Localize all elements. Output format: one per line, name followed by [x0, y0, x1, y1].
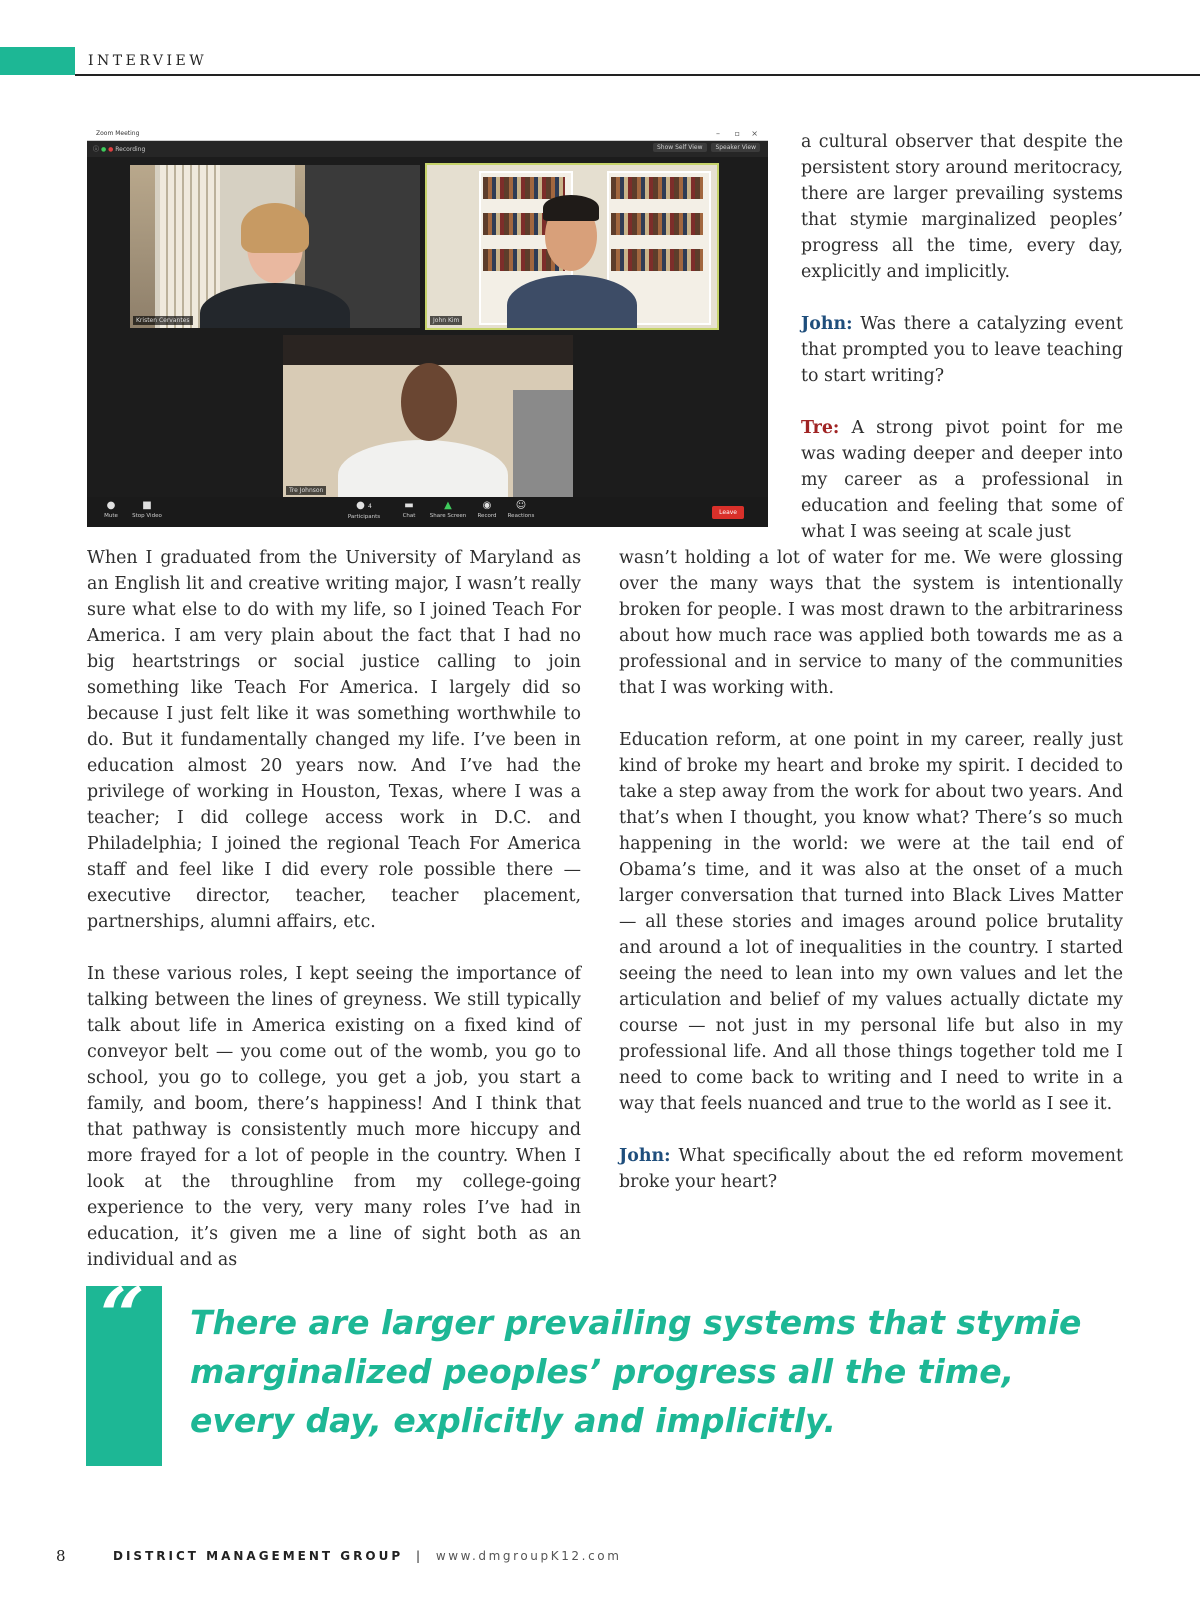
zoom-titlebar [87, 129, 768, 141]
paragraph: wasn’t holding a lot of water for me. We were glossing over the many ways that the system is intentionally broken for people. I was most drawn to the arbitrariness about how much race was applied both towards me as a professional and in service to many of the communities that I was working with. [619, 548, 1123, 698]
participant-name: Tre Johnson [286, 486, 326, 495]
footer [113, 1549, 622, 1563]
paragraph: When I graduated from the University of Maryland as an English lit and creative writing major, I wasn’t really sure what else to do with my life, so I joined Teach For America. I am very plain about the fact that I had no big heartstrings or social justice calling to join something like Teach For America. I largely did so because I just felt like it was something worthwhile to do. But it fundamentally changed my life. I’ve been in education almost 20 years now. And I’ve had the privilege of working in Houston, Texas, where I was a teacher; I did college access work in D.C. and Philadelphia; I joined the regional Teach For America staff and feel like I did every role possible there — executive director, teacher, teacher placement, partnerships, alumni affairs, etc. [87, 548, 581, 932]
zoom-meeting-screenshot [87, 129, 768, 527]
record-button: ◉ Record [465, 501, 509, 519]
zoom-window-title: Zoom Meeting [96, 130, 140, 137]
participants-icon: ● 4 [356, 500, 372, 511]
record-icon: ◉ [482, 500, 492, 511]
header-accent-bar [0, 47, 75, 75]
zoom-topbar [87, 141, 768, 157]
share-screen-button: ▲ Share Screen [425, 501, 471, 519]
participant-name: Kristen Cervantes [133, 316, 193, 325]
quote-mark-icon: “ [100, 1271, 145, 1362]
recording-icon: ● [108, 146, 114, 153]
info-icon: ⓘ [93, 146, 100, 153]
video-tile-2 [427, 165, 717, 328]
video-camera-icon: ■ [142, 500, 152, 511]
footer-org: DISTRICT MANAGEMENT GROUP [113, 1549, 404, 1563]
section-label: INTERVIEW [88, 53, 208, 69]
video-tile-3 [283, 335, 573, 498]
speaker-label-john: John: [801, 314, 853, 334]
footer-url[interactable]: www.dmgroupK12.com [435, 1549, 622, 1563]
close-icon: × [751, 129, 758, 138]
microphone-icon: ● [106, 500, 116, 511]
question: John: What specifically about the ed reform movement broke your heart? [619, 1146, 1123, 1192]
pull-quote-line: marginalized peoples’ progress all the time, [190, 1352, 1015, 1391]
minimize-icon: – [716, 129, 720, 138]
paragraph: In these various roles, I kept seeing the importance of talking between the lines of greyness. We still typically talk about life in America existing on a fixed kind of conveyor belt — you come out of the womb, you go to school, you go to college, you get a job, you start a family, and boom, there’s happiness! And I think that that pathway is consistently much more hiccupy and more frayed for a lot of people in the country. When I look at the throughline from my college-going experience to the very, very many roles I’ve had in education, it’s given me a line of sight both as an individual and as [87, 964, 581, 1270]
participants-button: ● 4 Participants [341, 501, 387, 520]
chat-button: ▬ Chat [387, 501, 431, 519]
mute-button: ● Mute [89, 501, 133, 519]
page-number: 8 [56, 1547, 66, 1565]
leave-button: Leave [712, 506, 744, 519]
speaker-label-john: John: [619, 1146, 671, 1166]
header-rule [75, 74, 1200, 76]
share-screen-icon: ▲ [444, 500, 452, 511]
pull-quote-line: There are larger prevailing systems that stymie [190, 1303, 1082, 1342]
right-column [619, 545, 1123, 1195]
participant-figure [507, 275, 637, 328]
paragraph: a cultural observer that despite the persistent story around meritocracy, there are larger prevailing systems that stymie marginalized peoples’ progress all the time, every day, explicitly and implicitly. [801, 132, 1123, 282]
reactions-icon: ☺ [515, 500, 527, 511]
right-column-top [801, 129, 1123, 545]
answer: Tre: A strong pivot point for me was wading deeper and deeper into my career as a professional in education and feeling that some of what I was seeing at scale just [801, 418, 1123, 542]
footer-separator: | [415, 1549, 423, 1563]
participant-name: John Kim [430, 316, 462, 325]
video-tile-1 [130, 165, 420, 328]
view-controls [650, 144, 760, 151]
shield-icon: ● [100, 146, 107, 153]
chat-icon: ▬ [404, 500, 414, 511]
maximize-icon: ▫ [734, 129, 740, 138]
show-self-view-label: Show Self View [653, 143, 707, 152]
zoom-toolbar [87, 497, 768, 527]
speaker-label-tre: Tre: [801, 418, 840, 438]
paragraph: Education reform, at one point in my career, really just kind of broke my heart and broke my spirit. I decided to take a step away from the work for about two years. And that’s when I thought, you know what? There’s so much happening in the world: we were at the tail end of Obama’s time, and it was also at the onset of a much larger conversation that turned into Black Lives Matter — all these stories and images around police brutality and around a lot of inequalities in the country. I started seeing the need to lean into my own values and let the articulation and belief of my values actually dictate my course — not just in my personal life but also in my professional life. And all those things together told me I need to come back to writing and I need to write in a way that feels nuanced and true to the world as I see it. [619, 730, 1123, 1114]
recording-indicator: ⓘ ● ● Recording [93, 146, 146, 153]
speaker-view-label: Speaker View [711, 143, 760, 152]
pull-quote-line: every day, explicitly and implicitly. [190, 1401, 837, 1440]
question: John: Was there a catalyzing event that prompted you to leave teaching to start writing? [801, 314, 1123, 386]
reactions-button: ☺ Reactions [499, 501, 543, 519]
pull-quote [190, 1298, 1090, 1445]
left-column [87, 545, 581, 1273]
stop-video-button: ■ Stop Video [125, 501, 169, 519]
